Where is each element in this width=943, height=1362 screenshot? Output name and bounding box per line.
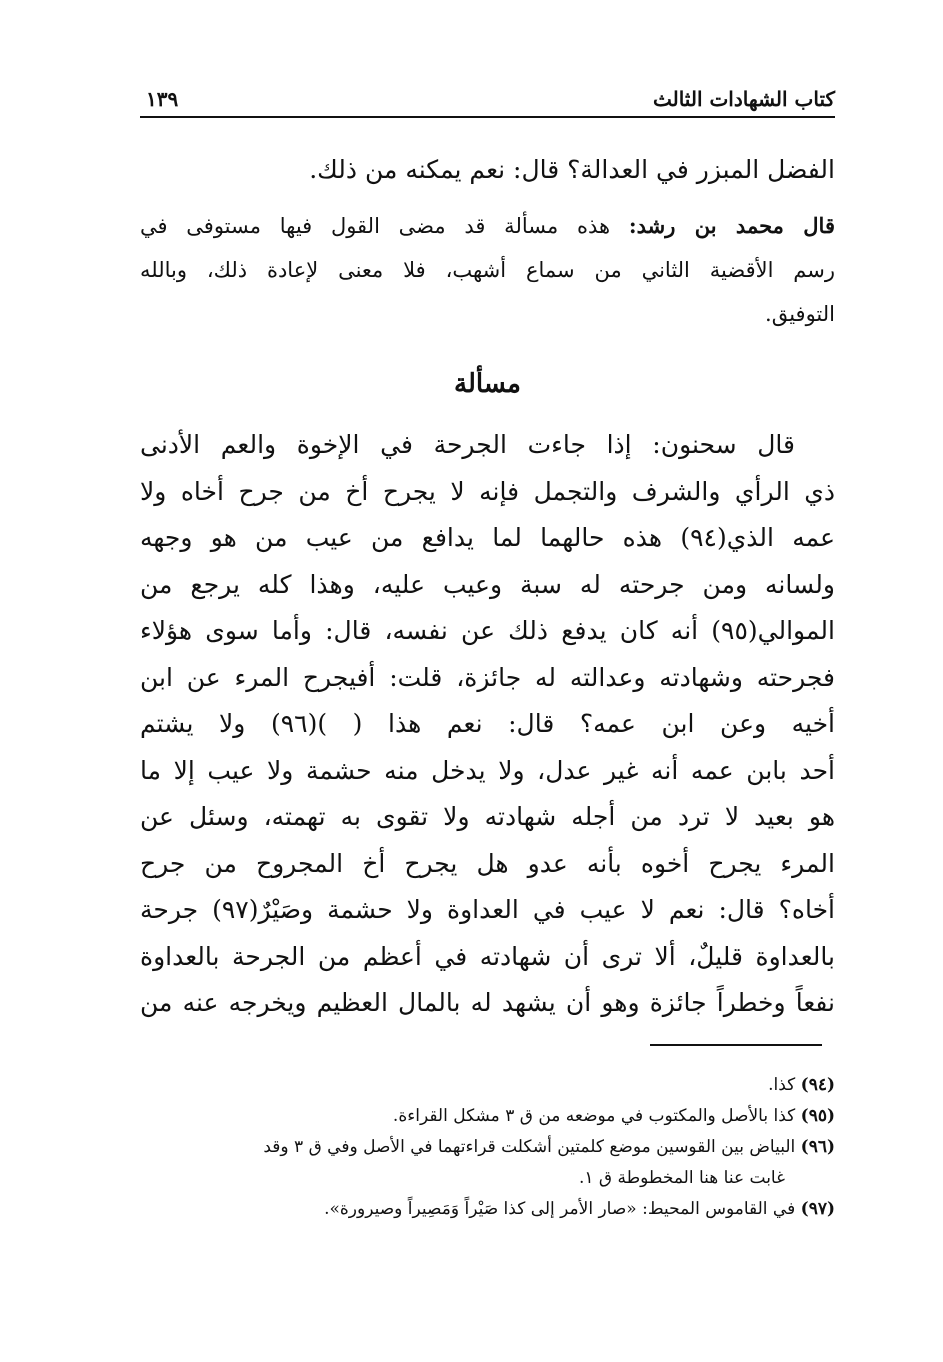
text-line: الفضل المبزر في العدالة؟ قال: نعم يمكنه من ذلك. [309,155,835,184]
main-paragraph [140,422,835,1027]
footnote [140,1101,835,1132]
running-header [140,82,835,118]
text-line: التوفيق. [765,302,835,326]
footnote-number: (٩٦) [800,1137,835,1157]
footnote [140,1070,835,1101]
text-line [140,204,835,248]
footnote-number: (٩٤) [800,1075,835,1095]
footnote-text: في القاموس المحيط: «صار الأمر إلى كذا صَيْراً وَمَصِيراً وصيرورة». [324,1199,796,1219]
text-line: نفعاً وخطراً جائزة وهو أن يشهد له بالمال العظيم ويخرجه عنه من [140,988,835,1017]
text-fragment: هذه مسألة قد مضى القول فيها مستوفى في [140,214,611,238]
text-line: عمه الذي(٩٤) هذه حالهما لما يدافع من عيب من هو وجهه [140,523,835,552]
commentary-speaker: قال محمد بن رشد: [628,213,835,238]
footnote-text: كذا. [768,1075,796,1095]
text-line: أخاه؟ قال: نعم لا عيب في العداوة ولا حشمة وصَيْرٌ(٩٧) جرحة [140,895,835,924]
footnote-number: (٩٧) [800,1199,835,1219]
book-title: كتاب الشهادات الثالث [652,87,835,111]
section-heading: مسألة [454,369,521,399]
text-line: أحد بابن عمه أنه غير عدل، ولا يدخل منه حشمة ولا عيب إلا ما [140,755,835,785]
footnote-text: البياض بين القوسين موضع كلمتين أشكلت قراءتهما في الأصل وفي ق ٣ وقد [263,1137,796,1157]
text-line: أخيه وعن ابن عمه؟ قال: نعم هذا ( )(٩٦) ولا يشتم [140,709,835,738]
text-line: رسم الأقضية الثاني من سماع أشهب، فلا معنى لإعادة ذلك، وبالله [140,258,835,282]
text-line: ذي الرأي والشرف والتجمل فإنه لا يجرح أخ من جرح أخاه ولا [140,476,835,506]
footnote-text: كذا بالأصل والمكتوب في موضعه من ق ٣ مشكل القراءة. [392,1106,796,1126]
footnote [140,1194,835,1225]
page-number: ١٣٩ [146,87,179,111]
commentary-paragraph [140,204,835,336]
footnote-separator [650,1044,822,1046]
footnotes [140,1070,835,1225]
footnote [140,1132,835,1194]
text-line: فجرحته وشهادته وعدالته له جائزة، قلت: أفيجرح المرء عن ابن [140,662,835,692]
text-line: ولسانه ومن جرحته له سبة وعيب عليه، وهذا كله يرجع من [140,569,835,599]
text-line: المرء يجرح أخوه بأنه عدو هل يجرح أخ المجروح من جرح [140,848,835,878]
text-line: الموالي(٩٥) أنه كان يدفع ذلك عن نفسه، قال: وأما سوى هؤلاء [140,616,835,645]
footnote-continuation: غابت عنا هنا المخطوطة ق ١. [578,1168,785,1188]
text-line: قال سحنون: إذا جاءت الجرحة في الإخوة والعم الأدنى [140,430,795,459]
text-line: هو بعيد لا ترد من أجله شهادته ولا تقوى به تهمته، وسئل عن [140,802,835,831]
text-line: بالعداوة قليلٌ، ألا ترى أن شهادته في أعظم من الجرحة بالعداوة [140,941,835,971]
footnote-number: (٩٥) [800,1106,835,1126]
continuation-text [140,148,835,192]
